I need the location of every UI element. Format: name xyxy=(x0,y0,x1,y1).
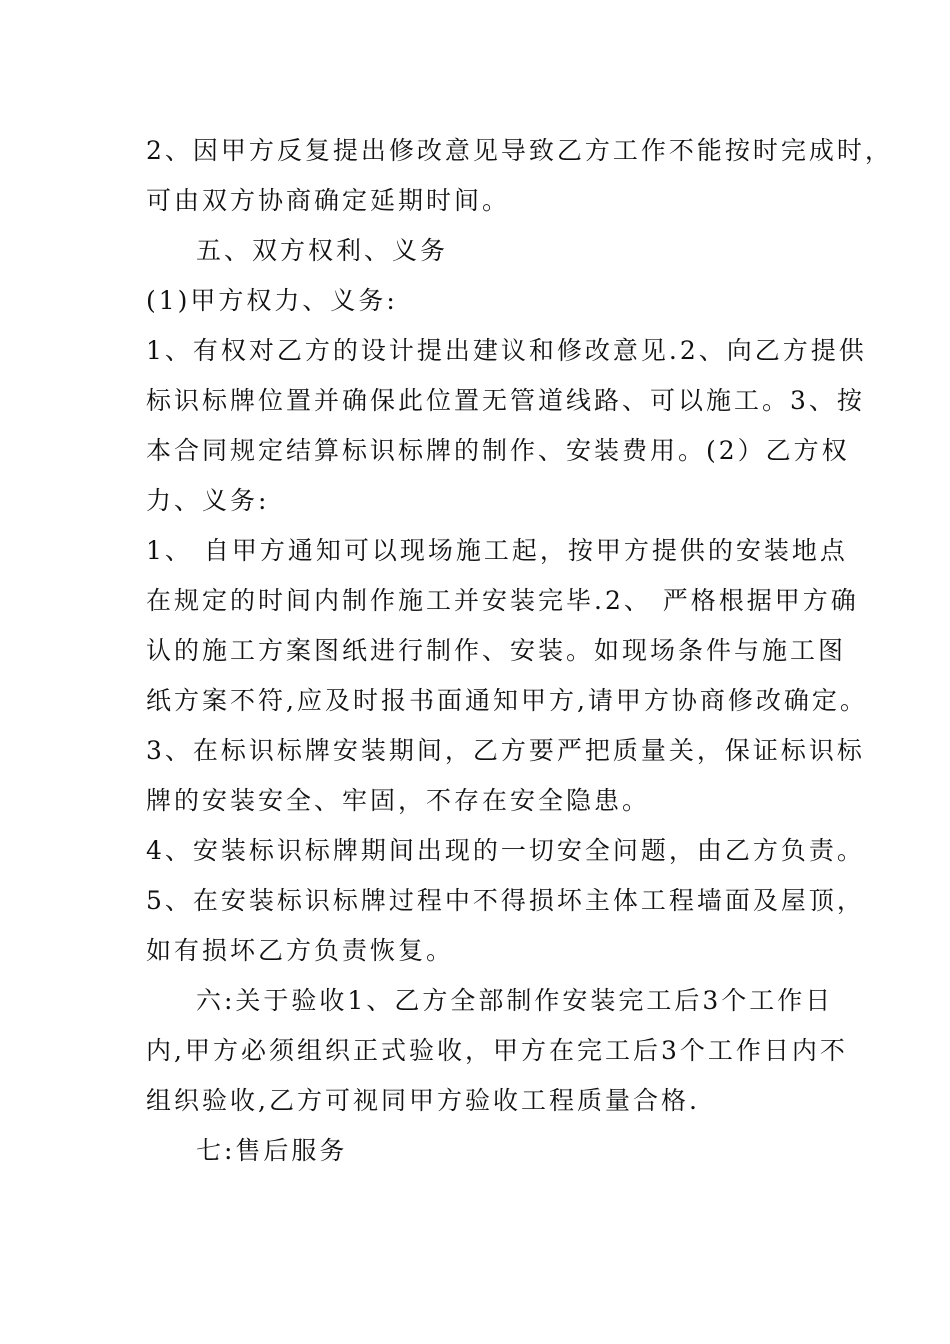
text-line: 纸方案不符,应及时报书面通知甲方,请甲方协商修改确定。 xyxy=(146,686,868,715)
text-line: 牌的安装安全、牢固，不存在安全隐患。 xyxy=(146,786,651,815)
subsection-heading: (1)甲方权力、义务: xyxy=(146,286,398,315)
section-heading: 六:关于验收1、乙方全部制作安装完工后3个工作日 xyxy=(196,986,834,1015)
text-line: 5、在安装标识标牌过程中不得损坏主体工程墙面及屋顶， xyxy=(146,886,865,915)
text-line: 内,甲方必须组织正式验收，甲方在完工后3个工作日内不 xyxy=(146,1036,848,1065)
text-line: 可由双方协商确定延期时间。 xyxy=(146,186,511,215)
text-line: 3、在标识标牌安装期间，乙方要严把质量关，保证标识标 xyxy=(146,736,865,765)
text-line: 标识标牌位置并确保此位置无管道线路、可以施工。3、按 xyxy=(146,386,865,415)
text-line: 1、 自甲方通知可以现场施工起，按甲方提供的安装地点 xyxy=(146,536,848,565)
text-line: 本合同规定结算标识标牌的制作、安装费用。(2）乙方权 xyxy=(146,436,850,465)
text-line: 力、义务: xyxy=(146,486,270,515)
text-line: 1、有权对乙方的设计提出建议和修改意见.2、向乙方提供 xyxy=(146,336,867,365)
text-line: 如有损坏乙方负责恢复。 xyxy=(146,936,455,965)
text-line: 在规定的时间内制作施工并安装完毕.2、 严格根据甲方确 xyxy=(146,586,859,615)
text-line: 4、安装标识标牌期间出现的一切安全问题，由乙方负责。 xyxy=(146,836,865,865)
text-line: 2、因甲方反复提出修改意见导致乙方工作不能按时完成时， xyxy=(146,136,893,165)
section-heading: 七:售后服务 xyxy=(196,1136,348,1165)
text-line: 认的施工方案图纸进行制作、安装。如现场条件与施工图 xyxy=(146,636,847,665)
text-line: 组织验收,乙方可视同甲方验收工程质量合格. xyxy=(146,1086,700,1115)
section-heading: 五、双方权利、义务 xyxy=(196,236,449,265)
